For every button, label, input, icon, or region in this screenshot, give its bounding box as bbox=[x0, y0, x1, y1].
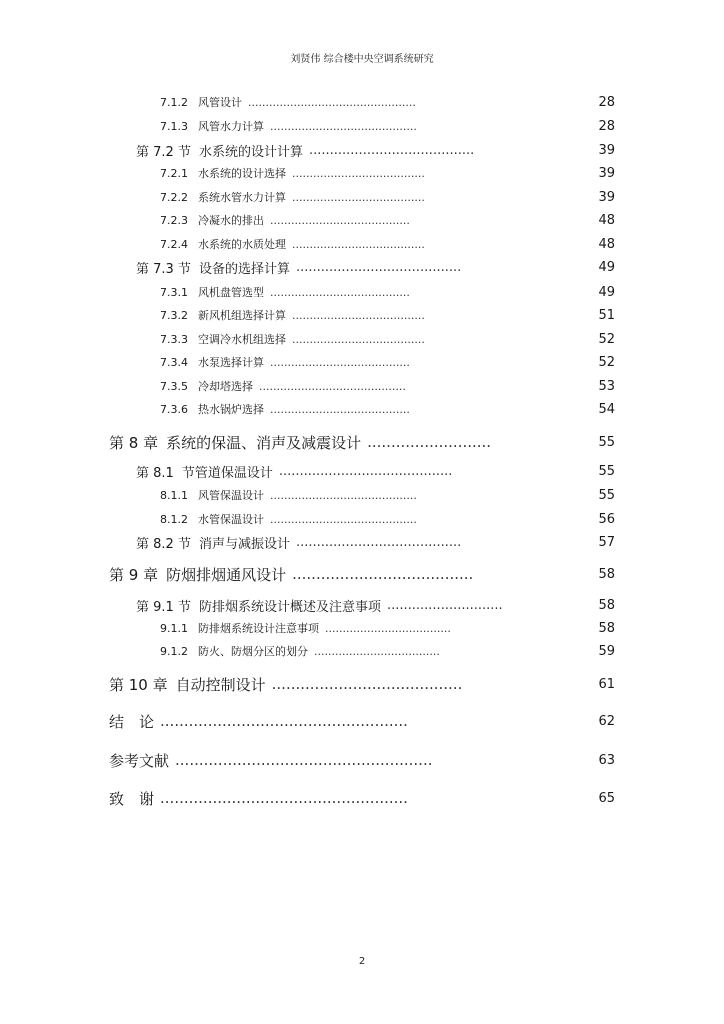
toc-leader-dots: ................................................ bbox=[248, 95, 416, 109]
toc-entry[interactable] bbox=[0, 352, 724, 372]
toc-entry-page: 28 bbox=[598, 94, 615, 110]
toc-entry[interactable] bbox=[0, 257, 724, 277]
toc-entry-page: 53 bbox=[598, 378, 615, 394]
toc-entry-number: 7.3.4 bbox=[160, 355, 188, 369]
toc-entry-page: 39 bbox=[598, 142, 615, 158]
toc-entry-number: 第 8.1 bbox=[136, 465, 174, 481]
toc-entry-number: 第 9.1 节 bbox=[136, 599, 191, 615]
toc-entry-title: 风机盘管选型 bbox=[198, 286, 264, 299]
toc-entry-title: 防排烟系统设计注意事项 bbox=[198, 622, 319, 635]
toc-entry-number: 7.3.1 bbox=[160, 285, 188, 299]
toc-leader-dots: .................................................... bbox=[160, 789, 408, 807]
toc-entry-number: 第 9 章 bbox=[109, 565, 159, 584]
toc-entry-page: 56 bbox=[598, 511, 615, 527]
toc-entry-title: 冷凝水的排出 bbox=[198, 214, 264, 227]
toc-entry-page: 58 bbox=[598, 566, 615, 582]
toc-entry-page: 52 bbox=[598, 354, 615, 370]
toc-entry-title: 防烟排烟通风设计 bbox=[166, 565, 287, 584]
toc-entry-number: 7.1.2 bbox=[160, 95, 188, 109]
toc-entry[interactable] bbox=[0, 376, 724, 396]
toc-entry-title: 节管道保温设计 bbox=[181, 465, 273, 481]
toc-leader-dots: ........................................ bbox=[308, 142, 475, 158]
toc-entry-number: 7.2.4 bbox=[160, 237, 188, 251]
toc-entry-page: 49 bbox=[598, 259, 615, 275]
toc-entry-number: 结 论 bbox=[109, 712, 155, 731]
toc-entry-page: 65 bbox=[598, 790, 615, 806]
toc-entry-page: 61 bbox=[598, 676, 615, 692]
toc-entry-page: 58 bbox=[598, 620, 615, 636]
toc-entry-title: 新风机组选择计算 bbox=[198, 309, 286, 322]
toc-entry[interactable] bbox=[0, 618, 724, 638]
toc-entry-number: 8.1.2 bbox=[160, 512, 188, 526]
toc-leader-dots: .......................................... bbox=[270, 119, 417, 133]
toc-entry-number: 9.1.1 bbox=[160, 621, 188, 635]
toc-entry[interactable] bbox=[0, 163, 724, 183]
toc-leader-dots: ...................................... bbox=[292, 190, 425, 204]
toc-entry[interactable] bbox=[0, 788, 724, 808]
toc-entry[interactable] bbox=[0, 210, 724, 230]
toc-entry-number: 7.3.3 bbox=[160, 332, 188, 346]
toc-leader-dots: .......................................... bbox=[270, 488, 417, 502]
toc-entry-number: 第 7.2 节 bbox=[136, 144, 191, 160]
toc-entry[interactable] bbox=[0, 234, 724, 254]
toc-entry-number: 7.3.5 bbox=[160, 379, 188, 393]
toc-entry-title: 系统水管水力计算 bbox=[198, 191, 286, 204]
toc-entry-title: 设备的选择计算 bbox=[198, 261, 290, 277]
toc-entry-number: 7.2.1 bbox=[160, 166, 188, 180]
toc-entry[interactable] bbox=[0, 711, 724, 731]
toc-entry-page: 54 bbox=[598, 401, 615, 417]
toc-entry[interactable] bbox=[0, 532, 724, 552]
toc-entry-title: 水系统的设计计算 bbox=[198, 144, 303, 160]
toc-entry-number: 9.1.2 bbox=[160, 644, 188, 658]
toc-entry-page: 62 bbox=[598, 713, 615, 729]
toc-entry[interactable] bbox=[0, 432, 724, 452]
toc-entry[interactable] bbox=[0, 595, 724, 615]
toc-leader-dots: ...................................... bbox=[292, 166, 425, 180]
toc-entry-title: 冷却塔选择 bbox=[198, 380, 253, 393]
toc-leader-dots: .......................... bbox=[367, 433, 492, 451]
toc-leader-dots: .......................................... bbox=[278, 463, 453, 479]
toc-leader-dots: ...................................... bbox=[292, 332, 425, 346]
toc-entry[interactable] bbox=[0, 92, 724, 112]
toc-leader-dots: ...................................................... bbox=[175, 751, 433, 769]
toc-entry-number: 8.1.1 bbox=[160, 488, 188, 502]
toc-entry-number: 第 7.3 节 bbox=[136, 261, 191, 277]
toc-entry[interactable] bbox=[0, 329, 724, 349]
toc-leader-dots: ...................................... bbox=[292, 308, 425, 322]
toc-entry-number: 第 10 章 bbox=[109, 675, 168, 694]
toc-entry-title: 防排烟系统设计概述及注意事项 bbox=[198, 599, 381, 615]
toc-leader-dots: ...................................... bbox=[292, 565, 474, 583]
toc-entry-number: 致 谢 bbox=[109, 789, 155, 808]
toc-entry[interactable] bbox=[0, 305, 724, 325]
toc-entry-page: 55 bbox=[598, 434, 615, 450]
toc-entry[interactable] bbox=[0, 282, 724, 302]
toc-leader-dots: ........................................ bbox=[270, 355, 410, 369]
toc-entry-title: 水系统的水质处理 bbox=[198, 238, 286, 251]
toc-entry-title: 风管保温设计 bbox=[198, 489, 264, 502]
toc-entry[interactable] bbox=[0, 399, 724, 419]
toc-leader-dots: .................................... bbox=[325, 621, 451, 635]
toc-entry-number: 7.2.2 bbox=[160, 190, 188, 204]
toc-entry[interactable] bbox=[0, 674, 724, 694]
toc-entry[interactable] bbox=[0, 641, 724, 661]
toc-entry-page: 57 bbox=[598, 534, 615, 550]
toc-entry[interactable] bbox=[0, 187, 724, 207]
page-number: 2 bbox=[358, 956, 366, 967]
toc-entry[interactable] bbox=[0, 461, 724, 481]
toc-leader-dots: ............................ bbox=[386, 597, 503, 613]
toc-entry-page: 55 bbox=[598, 463, 615, 479]
toc-entry-page: 49 bbox=[598, 284, 615, 300]
toc-entry-number: 7.1.3 bbox=[160, 119, 188, 133]
toc-entry-title: 水泵选择计算 bbox=[198, 356, 264, 369]
toc-entry-number: 7.3.6 bbox=[160, 402, 188, 416]
toc-leader-dots: .................................................... bbox=[160, 712, 408, 730]
toc-entry-title: 风管水力计算 bbox=[198, 120, 264, 133]
toc-leader-dots: ........................................ bbox=[270, 402, 410, 416]
toc-entry[interactable] bbox=[0, 140, 724, 160]
toc-entry-title: 空调冷水机组选择 bbox=[198, 333, 286, 346]
toc-entry[interactable] bbox=[0, 509, 724, 529]
toc-leader-dots: ...................................... bbox=[292, 237, 425, 251]
toc-entry-title: 风管设计 bbox=[198, 96, 242, 109]
toc-leader-dots: .................................... bbox=[314, 644, 440, 658]
toc-entry-number: 7.2.3 bbox=[160, 213, 188, 227]
toc-entry[interactable] bbox=[0, 485, 724, 505]
toc-entry-page: 59 bbox=[598, 643, 615, 659]
toc-leader-dots: ........................................ bbox=[295, 259, 462, 275]
toc-entry-title: 水管保温设计 bbox=[198, 513, 264, 526]
toc-leader-dots: ........................................ bbox=[270, 285, 410, 299]
toc-entry-page: 28 bbox=[598, 118, 615, 134]
toc-leader-dots: ........................................ bbox=[295, 534, 462, 550]
toc-entry[interactable] bbox=[0, 116, 724, 136]
toc-entry-title: 系统的保温、消声及减震设计 bbox=[166, 433, 362, 452]
toc-entry-number: 第 8 章 bbox=[109, 433, 159, 452]
toc-entry-page: 51 bbox=[598, 307, 615, 323]
toc-entry-title: 防火、防烟分区的划分 bbox=[198, 645, 308, 658]
toc-entry-title: 自动控制设计 bbox=[175, 675, 266, 694]
toc-entry[interactable] bbox=[0, 564, 724, 584]
toc-leader-dots: ........................................ bbox=[270, 213, 410, 227]
toc-entry-page: 55 bbox=[598, 487, 615, 503]
toc-leader-dots: ........................................ bbox=[271, 675, 463, 693]
toc-leader-dots: .......................................... bbox=[259, 379, 406, 393]
toc-entry-page: 63 bbox=[598, 752, 615, 768]
toc-entry-number: 7.3.2 bbox=[160, 308, 188, 322]
toc-entry-page: 52 bbox=[598, 331, 615, 347]
toc-entry-page: 48 bbox=[598, 212, 615, 228]
toc-entry[interactable] bbox=[0, 750, 724, 770]
running-header: 刘贤伟 综合楼中央空调系统研究 bbox=[290, 54, 434, 65]
toc-entry-number: 参考文献 bbox=[109, 751, 170, 770]
toc-entry-title: 消声与减振设计 bbox=[198, 536, 290, 552]
toc-entry-page: 48 bbox=[598, 236, 615, 252]
toc-entry-page: 58 bbox=[598, 597, 615, 613]
toc-entry-page: 39 bbox=[598, 189, 615, 205]
toc-entry-number: 第 8.2 节 bbox=[136, 536, 191, 552]
toc-entry-title: 热水锅炉选择 bbox=[198, 403, 264, 416]
toc-leader-dots: .......................................... bbox=[270, 512, 417, 526]
toc-entry-title: 水系统的设计选择 bbox=[198, 167, 286, 180]
toc-entry-page: 39 bbox=[598, 165, 615, 181]
